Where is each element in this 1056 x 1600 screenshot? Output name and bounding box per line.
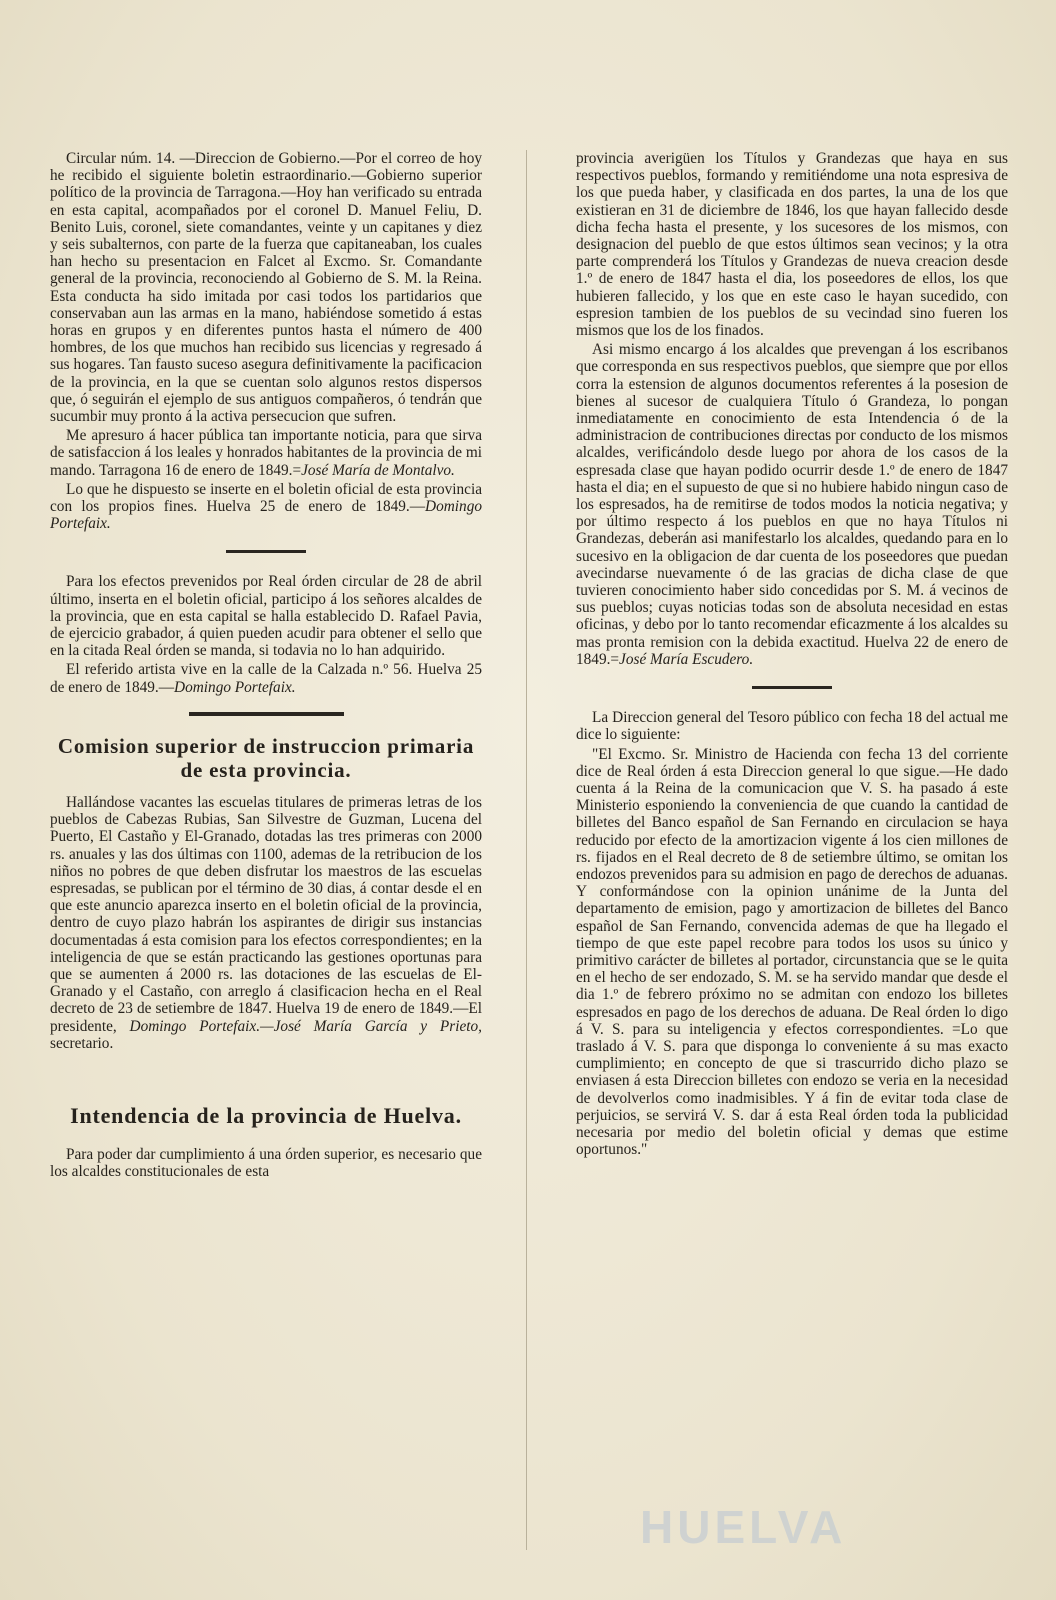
vacantes-paragraph — [50, 794, 482, 1052]
section-rule-long — [189, 712, 344, 716]
left-column — [50, 150, 482, 1182]
escribanos-paragraph — [576, 341, 1008, 668]
artista-paragraph — [50, 661, 482, 695]
vacantes-text: Hallándose vacantes las escuelas titulares de primeras letras de los pueblos de Cabezas Rubias, San Silvestre de Guzman, Lucena del Puerto, El Castaño y El-Granado, dotadas las tres primeras con 2000 rs. anuales y las dos últimas con 1100, ademas de la retribucion de los niños no pobres de que deben disfrutar los maestros de las escuelas espresadas, se publican por el término de 30 dias, á contar desde el en que este anuncio aparezca inserto en el boletin oficial de la provincia, dentro de cuyo plazo habrán los aspirantes de dirigir sus instancias documentadas á esta comision para los efectos correspondientes; en la inteligencia de que se están practicando las gestiones oportunas para que se aumenten á 2000 rs. las dotaciones de las escuelas de El-Granado y el Castaño, con arreglo á clasificacion hecha en el Real decreto de 23 de setiembre de 1847. Huelva 19 de enero de 1849.—El presidente, — [50, 793, 482, 1035]
vacantes-tail: secretario. — [50, 1034, 114, 1052]
section-rule — [226, 550, 306, 553]
right-column — [576, 150, 1008, 1160]
escudero-signature: José María Escudero. — [619, 650, 754, 668]
hacienda-paragraph: "El Excmo. Sr. Ministro de Hacienda con fecha 13 del corriente dice de Real órden á esta Direccion general lo que sigue.—He dado cuenta á la Reina de la comunicacion que V. S. ha pasado á este Ministerio esponiendo la conveniencia de que cuando la cantidad de billetes del Banco español de San Fernando en circulacion se haya reducido por efecto de la amortizacion vigente á los cien millones de rs. fijados en el Real decreto de 8 de setiembre último, se omitan los endozos prevenidos para su admision en pago de derechos de aduanas. Y conformándose con la opinion unánime de la Junta del departamento de emision, pago y amortizacion de billetes del Banco español de San Fernando, convencida ademas de que ha llegado el tiempo de que este papel recobre para todos los usos su único y primitivo carácter de billetes al portador, circunstancia que se le quita en el hecho de ser endozado, S. M. se ha servido mandar que desde el dia 1.º de febrero próximo no se admitan con endozo los billetes espresados en pago de los derechos de aduana. De Real órden lo digo á V. S. para su inteligencia y efectos correspondientes. =Lo que traslado á V. S. para que disponga lo conveniente á su mas exacto cumplimiento; en concepto de que si trascurrido dicho plazo se enviasen á esta Direccion billetes con endozo se veria en la necesidad de devolverlos como inadmisibles. Y á fin de evitar toda clase de perjuicios, se servirá V. S. dar á esta Real órden toda la publicidad necesaria por medio del boletin oficial y demas que estime oportunos." — [576, 745, 1008, 1159]
portefaix-signature: Domingo Portefaix. — [50, 498, 482, 533]
escribanos-text: Asi mismo encargo á los alcaldes que prevengan á los escribanos que corresponda en sus respectivos pueblos, que siempre que por ellos corra la estension de algunos documentos referentes á la posesion de bienes al sucesor de cualquiera Título ó Grandeza, lo pongan inmediatamente en conocimiento de esta Intendencia ó de la administracion de contribuciones directas por conducto de los mismos alcaldes, verificándolo desde luego por ahora de los casos de la espresada clase que hayan podido ocurrir desde 1.º de enero de 1847 hasta el dia; en el supuesto de que si no hubiere habido ningun caso de los espresados, ha de remitirse de todos modos la noticia negativa; y por último respecto á los pueblos en que no haya Títulos ni Grandezas, deberán asi manifestarlo los alcaldes, quedando para en lo sucesivo en la obligacion de dar cuenta de los poseedores que puedan avecindarse nuevamente ó de las gracias de dicha clase de que tuvieren conocimiento haber sido concedidas por S. M. á vecinos de sus pueblos; cuyas noticias todas son de absoluta necesidad en estas oficinas, y debo por lo tanto recomendar eficazmente á los alcaldes su mas pronta remision con la debida exactitud. Huelva 22 de enero de 1849.= — [576, 341, 1008, 668]
heading-comision: Comision superior de instruccion primaria de esta provincia. — [57, 733, 475, 782]
circular-14-paragraph: Circular núm. 14. —Direccion de Gobierno.—Por el correo de hoy he recibido el siguiente boletin estraordinario.—Gobierno superior político de la provincia de Tarragona.—Hoy han verificado su entrada en esta capital, acompañados por el coronel D. Manuel Feliu, D. Benito Luis, coronel, siete comandantes, veinte y un capitanes y diez y seis subalternos, con parte de la fuerza que capitaneaban, los cuales han hecho su presentacion en Falcet al Excmo. Sr. Comandante general de la provincia, reconociendo al Gobierno de S. M. la Reina. Esta conducta ha sido imitada por casi todos los partidarios que conservaban aun las armas en la mano, habiéndose sometido á estas horas en grupos y en diferentes puntos hasta el número de 400 hombres, de los que muchos han recibido sus licencias y regresado á sus hogares. Tan fausto suceso asegura definitivamente la pacificacion de la provincia, en la que se cuentan solo algunos restos dispersos que, ó seguirán el ejemplo de sus antiguos compañeros, ó tendrán que sucumbir muy pronto á la activa persecucion que sufren. — [50, 150, 482, 426]
montalvo-paragraph — [50, 427, 482, 479]
montalvo-text: Me apresuro á hacer pública tan importante noticia, para que sirva de satisfaccion á los leales y honrados habitantes de la provincia de mi mando. Tarragona 16 de enero de 1849.= — [50, 427, 482, 479]
montalvo-signature: José María de Montalvo. — [301, 461, 455, 479]
artista-text: El referido artista vive en la calle de la Calzada n.º 56. Huelva 25 de enero de 1849.— — [50, 661, 482, 696]
vacantes-signatures: Domingo Portefaix.—José María García y Prieto, — [129, 1017, 482, 1035]
portefaix-insert-paragraph — [50, 481, 482, 533]
titulos-paragraph: provincia averigüen los Títulos y Grandezas que haya en sus respectivos pueblos, formando y remitiéndome una nota espresiva de los que pueda haber, y clasificada en dos partes, la una de los que existieran en 31 de diciembre de 1846, los que hayan fallecido desde dicha fecha hasta el presente, y los sucesores de los mismos, con designacion del pueblo de que estos últimos sean vecinos; y la otra parte comprenderá los Títulos y Grandezas de nueva creacion desde 1.º de enero de 1847 hasta el dia, los poseedores de ellos, los que hubieren fallecido, y los que en este caso le hayan sucedido, con espresion tambien de los pueblos de su vecindad sino fueren los mismos que los de los finados. — [576, 150, 1008, 340]
spacer — [50, 784, 482, 794]
intendencia-paragraph: Para poder dar cumplimiento á una órden superior, es necesario que los alcaldes constitucionales de esta — [50, 1145, 482, 1181]
huelva-watermark: HUELVA — [640, 1501, 847, 1553]
heading-intendencia: Intendencia de la provincia de Huelva. — [70, 1102, 462, 1128]
portefaix-insert-text: Lo que he dispuesto se inserte en el boletin oficial de esta provincia con los propios fines. Huelva 25 de enero de 1849.— — [50, 480, 482, 516]
section-rule — [752, 686, 832, 689]
artista-signature: Domingo Portefaix. — [174, 678, 296, 696]
tesoro-paragraph: La Direccion general del Tesoro público con fecha 18 del actual me dice lo siguiente: — [576, 709, 1008, 744]
sello-paragraph: Para los efectos prevenidos por Real órden circular de 28 de abril último, inserta en el boletin oficial, participo á los señores alcaldes de la provincia, que en esta capital se halla establecido D. Rafael Pavia, de ejercicio grabador, á quien pueden acudir para obtener el sello que en la citada Real órden se manda, si todavia no lo han adquirido. — [50, 573, 482, 660]
column-divider — [526, 150, 527, 1550]
